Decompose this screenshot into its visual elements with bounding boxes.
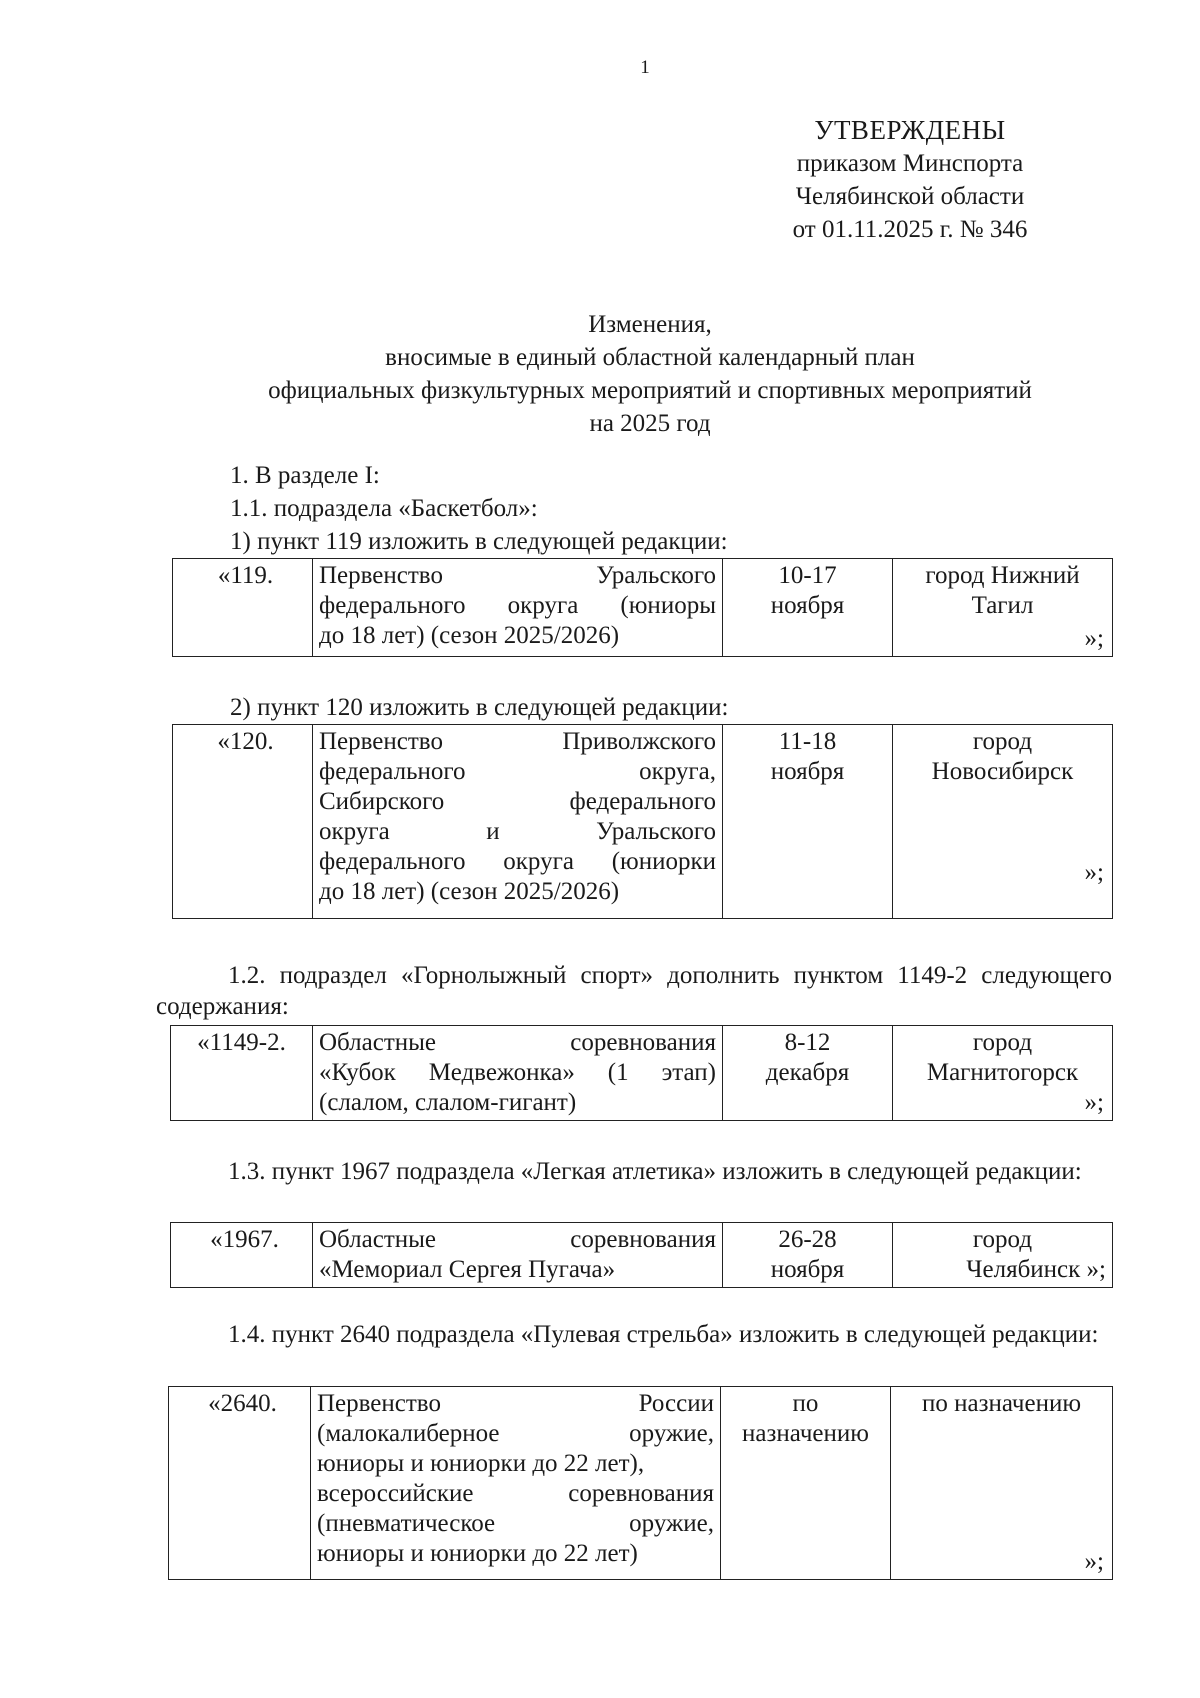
item-number: «1967. [171, 1223, 313, 1288]
table-row [169, 1387, 1113, 1580]
event-name: Первенство Уральского федерального округа (юниоры до 18 лет) (сезон 2025/2026) [313, 559, 723, 657]
event-dates: 10-17 ноября [723, 559, 893, 657]
page-number: 1 [640, 57, 650, 78]
event-name: Первенство России (малокалиберное оружие, юниоры и юниорки до 22 лет), всероссийские соревнования (пневматическое оружие, юниоры и юниорки до 22 лет) [311, 1387, 721, 1580]
table-row [173, 725, 1113, 919]
item-heading: 1) пункт 119 изложить в следующей редакции: [230, 528, 728, 555]
event-name: Областные соревнования «Кубок Медвежонка» (1 этап) (слалом, слалом-гигант) [313, 1026, 723, 1121]
item-number: «1149-2. [171, 1026, 313, 1121]
title-line: вносимые в единый областной календарный план [385, 344, 915, 371]
item-number: «119. [173, 559, 313, 657]
event-place: город Нижний Тагил »; [893, 559, 1113, 657]
event-place: по назначению »; [891, 1387, 1113, 1580]
title-line: официальных физкультурных мероприятий и спортивных мероприятий [268, 377, 1032, 404]
item-number: «120. [173, 725, 313, 919]
table-row [171, 1026, 1113, 1121]
table-row [173, 559, 1113, 657]
event-dates: 8-12 декабря [723, 1026, 893, 1121]
table-row [171, 1223, 1113, 1288]
table-item-2640 [168, 1386, 1113, 1580]
subsection-paragraph: 1.3. пункт 1967 подраздела «Легкая атлетика» изложить в следующей редакции: [228, 1158, 1082, 1185]
event-dates: 26-28 ноября [723, 1223, 893, 1288]
title-line: на 2025 год [589, 410, 711, 437]
approval-line: от 01.11.2025 г. № 346 [792, 216, 1028, 243]
event-name: Первенство Приволжского федерального округа, Сибирского федерального округа и Уральского федерального округа (юниорки до 18 лет) (сезон 2025/2026) [313, 725, 723, 919]
event-place: город Новосибирск »; [893, 725, 1113, 919]
item-number: «2640. [169, 1387, 311, 1580]
event-dates: 11-18 ноября [723, 725, 893, 919]
closing-quote: »; [1084, 1548, 1104, 1575]
subsection-paragraph: 1.2. подраздел «Горнолыжный спорт» дополнить пунктом 1149-2 следующего содержания: [156, 962, 1112, 1020]
approval-line: приказом Минспорта [796, 150, 1024, 177]
event-place: город Магнитогорск »; [893, 1026, 1113, 1121]
table-item-120 [172, 724, 1113, 919]
table-item-119 [172, 558, 1113, 657]
item-heading: 2) пункт 120 изложить в следующей редакции: [230, 694, 729, 721]
event-dates: по назначению [721, 1387, 891, 1580]
event-name: Областные соревнования «Мемориал Сергея Пугача» [313, 1223, 723, 1288]
closing-quote: »; [1084, 625, 1104, 652]
section-heading: 1. В разделе I: [230, 462, 380, 489]
closing-quote: »; [1084, 859, 1104, 886]
closing-quote: »; [1084, 1089, 1104, 1116]
subsection-paragraph: 1.4. пункт 2640 подраздела «Пулевая стрельба» изложить в следующей редакции: [228, 1321, 1099, 1348]
approval-heading: УТВЕРЖДЕНЫ [814, 115, 1006, 145]
table-item-1149-2 [170, 1025, 1113, 1121]
approval-line: Челябинской области [795, 183, 1025, 210]
document-title [160, 308, 1140, 440]
event-place: город Челябинск »; [893, 1223, 1113, 1288]
subsection-heading: 1.1. подраздела «Баскетбол»: [230, 495, 538, 522]
title-line: Изменения, [588, 311, 712, 338]
table-item-1967 [170, 1222, 1113, 1288]
approval-block [760, 114, 1060, 246]
